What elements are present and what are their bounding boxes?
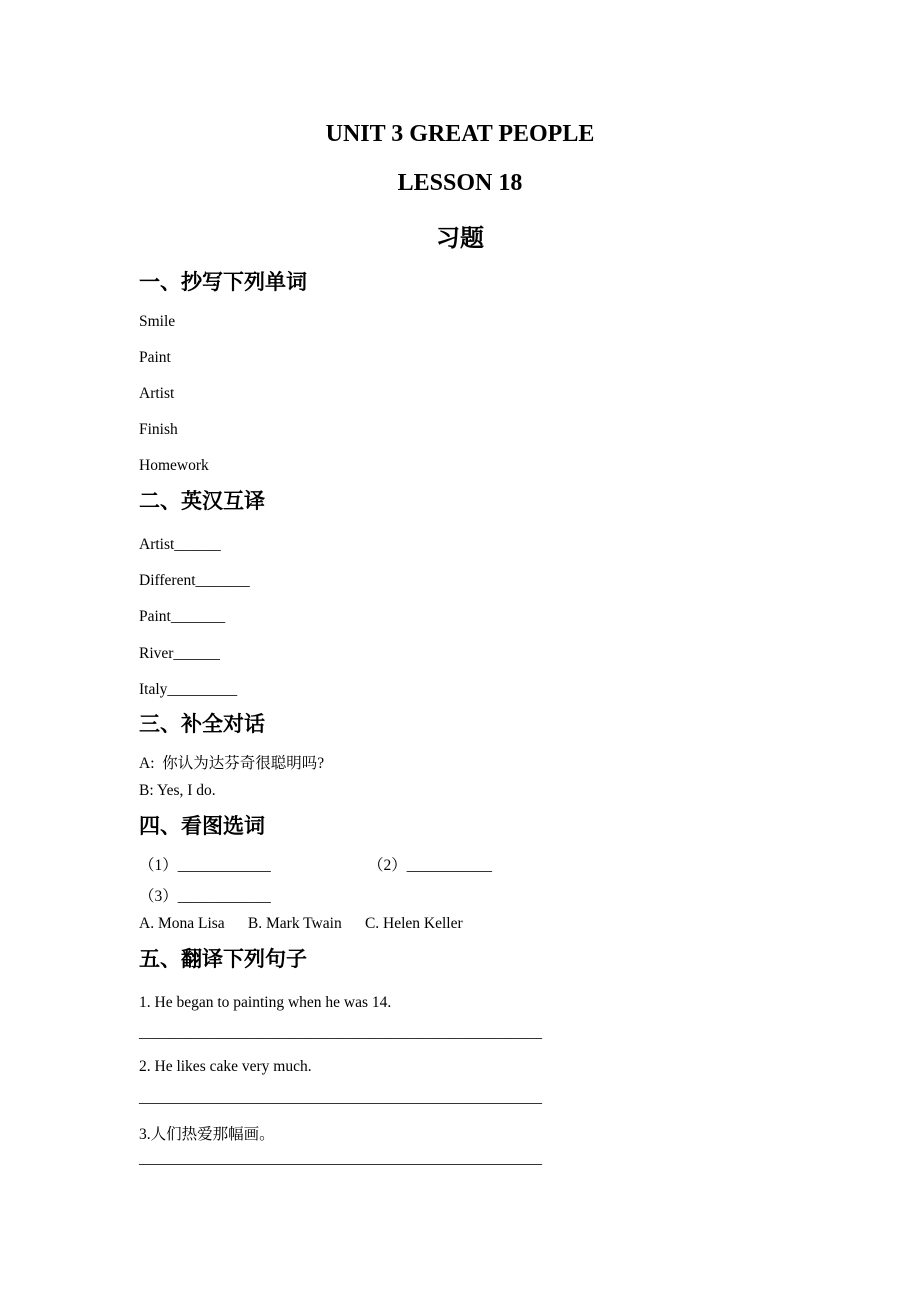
translation-item: River______	[139, 645, 220, 662]
answer-line: ____________________________________________________	[139, 1089, 542, 1106]
dialogue-line-a: A: 你认为达芬奇很聪明吗?	[139, 755, 325, 772]
exercise-title: 习题	[436, 226, 484, 252]
translation-item: Different_______	[139, 572, 250, 589]
page-title: UNIT 3 GREAT PEOPLE	[325, 121, 595, 147]
section-1-heading: 一、抄写下列单词	[139, 270, 307, 294]
sentence-1: 1. He began to painting when he was 14.	[139, 994, 392, 1011]
word-item: Homework	[139, 457, 209, 474]
answer-line: ____________________________________________________	[139, 1150, 542, 1167]
section-3-heading: 三、补全对话	[139, 712, 265, 736]
answer-options: A. Mona Lisa B. Mark Twain C. Helen Keller	[139, 915, 463, 932]
translation-item: Paint_______	[139, 608, 226, 625]
sentence-2: 2. He likes cake very much.	[139, 1058, 312, 1075]
translation-item: Artist______	[139, 536, 221, 553]
picture-blank-2: （2）___________	[368, 857, 493, 874]
picture-blank-3: （3）____________	[139, 888, 271, 905]
dialogue-line-b: B: Yes, I do.	[139, 782, 216, 799]
word-item: Finish	[139, 421, 178, 438]
section-2-heading: 二、英汉互译	[139, 489, 265, 513]
picture-blank-1: （1）____________	[139, 857, 271, 874]
section-4-heading: 四、看图选词	[139, 814, 265, 838]
sentence-3: 3.人们热爱那幅画。	[139, 1126, 275, 1143]
word-item: Paint	[139, 349, 171, 366]
word-item: Artist	[139, 385, 175, 402]
translation-item: Italy_________	[139, 681, 238, 698]
word-item: Smile	[139, 313, 176, 330]
lesson-title: LESSON 18	[397, 170, 523, 196]
answer-line: ____________________________________________________	[139, 1024, 542, 1041]
section-5-heading: 五、翻译下列句子	[139, 947, 307, 971]
